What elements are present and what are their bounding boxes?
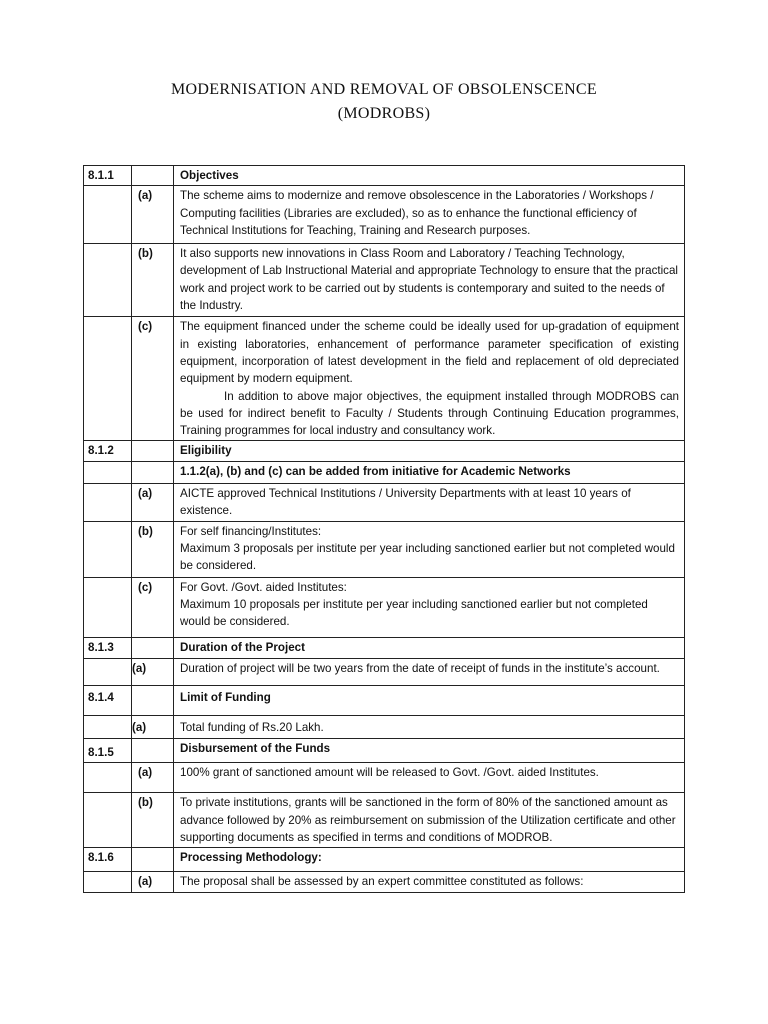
table-row	[84, 441, 685, 461]
item-paragraph: Maximum 3 proposals per institute per year including sanctioned earlier but not completed would be considered.	[180, 541, 675, 573]
item-text: To private institutions, grants will be sanctioned in the form of 80% of the sanctioned amount as advance followed by 20% as reimbursement on submission of the Utilization certificate and other supporting documents as specified in terms and conditions of MODROB.	[174, 793, 685, 848]
table-row	[84, 484, 685, 522]
item-text	[174, 521, 685, 577]
item-text: Total funding of Rs.20 Lakh.	[174, 716, 685, 738]
item-paragraph: In addition to above major objectives, the equipment installed through MODROBS can be used for indirect benefit to Faculty / Students through Continuing Education programmes, Training programmes for local industry and consultancy work.	[180, 389, 679, 438]
table-row	[84, 686, 685, 716]
table-row	[84, 577, 685, 638]
section-heading: Duration of the Project	[174, 638, 685, 658]
table-row	[84, 638, 685, 658]
item-text: Duration of project will be two years from the date of receipt of funds in the institute’s account.	[174, 658, 685, 685]
table-row	[84, 317, 685, 441]
item-label: (a)	[132, 762, 174, 792]
section-heading: Processing Methodology:	[174, 848, 685, 872]
item-label: (c)	[132, 317, 174, 441]
title-line-2: (MODROBS)	[337, 105, 431, 122]
table-row	[84, 738, 685, 762]
table-row	[84, 461, 685, 483]
section-heading: Eligibility	[174, 441, 685, 461]
section-heading: Objectives	[174, 166, 685, 186]
item-text: The scheme aims to modernize and remove obsolescence in the Laboratories / Workshops / Computing facilities (Libraries are excluded), so as to enhance the functional efficiency of Technical Institutions for Teaching, Training and Research purposes.	[174, 186, 685, 244]
section-heading: Disbursement of the Funds	[174, 738, 685, 762]
section-note: 1.1.2(a), (b) and (c) can be added from initiative for Academic Networks	[174, 461, 685, 483]
item-subheading: For Govt. /Govt. aided Institutes:	[180, 580, 347, 594]
table-row	[84, 244, 685, 317]
item-label: (a)	[132, 484, 174, 522]
item-text	[174, 577, 685, 638]
item-label: (a)	[132, 716, 174, 738]
section-number: 8.1.1	[84, 166, 132, 186]
item-label: (b)	[132, 244, 174, 317]
item-text	[174, 317, 685, 441]
table-row	[84, 658, 685, 685]
item-label: (a)	[132, 658, 174, 685]
title-line-1: MODERNISATION AND REMOVAL OF OBSOLENSCENCE	[171, 81, 597, 98]
item-text: AICTE approved Technical Institutions / University Departments with at least 10 years of existence.	[174, 484, 685, 522]
modrobs-table	[83, 165, 685, 893]
item-text: It also supports new innovations in Class Room and Laboratory / Teaching Technology, development of Lab Instructional Material and appropriate Technology to ensure that the practical work and project work to be carried out by students is contemporary and suited to the needs of the Industry.	[174, 244, 685, 317]
table-row	[84, 716, 685, 738]
item-paragraph: Maximum 10 proposals per institute per year including sanctioned earlier but not completed would be considered.	[180, 597, 648, 629]
table-row	[84, 848, 685, 872]
item-text: 100% grant of sanctioned amount will be released to Govt. /Govt. aided Institutes.	[174, 762, 685, 792]
table-row	[84, 872, 685, 892]
item-label: (a)	[132, 872, 174, 892]
item-label: (a)	[132, 186, 174, 244]
table-row	[84, 521, 685, 577]
item-paragraph: The equipment financed under the scheme could be ideally used for up-gradation of equipment in existing laboratories, enhancement of performance parameter specification of existing equipment, incorporation of latest development in the field and replacement of old depreciated equipment by modern equipment.	[180, 320, 679, 386]
section-heading: Limit of Funding	[174, 686, 685, 716]
item-label: (b)	[132, 793, 174, 848]
item-label: (c)	[132, 577, 174, 638]
table-row	[84, 793, 685, 848]
section-number: 8.1.6	[84, 848, 132, 872]
item-text: The proposal shall be assessed by an expert committee constituted as follows:	[174, 872, 685, 892]
section-number: 8.1.2	[84, 441, 132, 461]
table-row	[84, 762, 685, 792]
table-row	[84, 186, 685, 244]
item-subheading: For self financing/Institutes:	[180, 524, 322, 538]
document-title	[0, 78, 768, 126]
section-number: 8.1.4	[84, 686, 132, 716]
table-row	[84, 166, 685, 186]
item-label: (b)	[132, 521, 174, 577]
section-number: 8.1.5	[84, 738, 132, 762]
section-number: 8.1.3	[84, 638, 132, 658]
